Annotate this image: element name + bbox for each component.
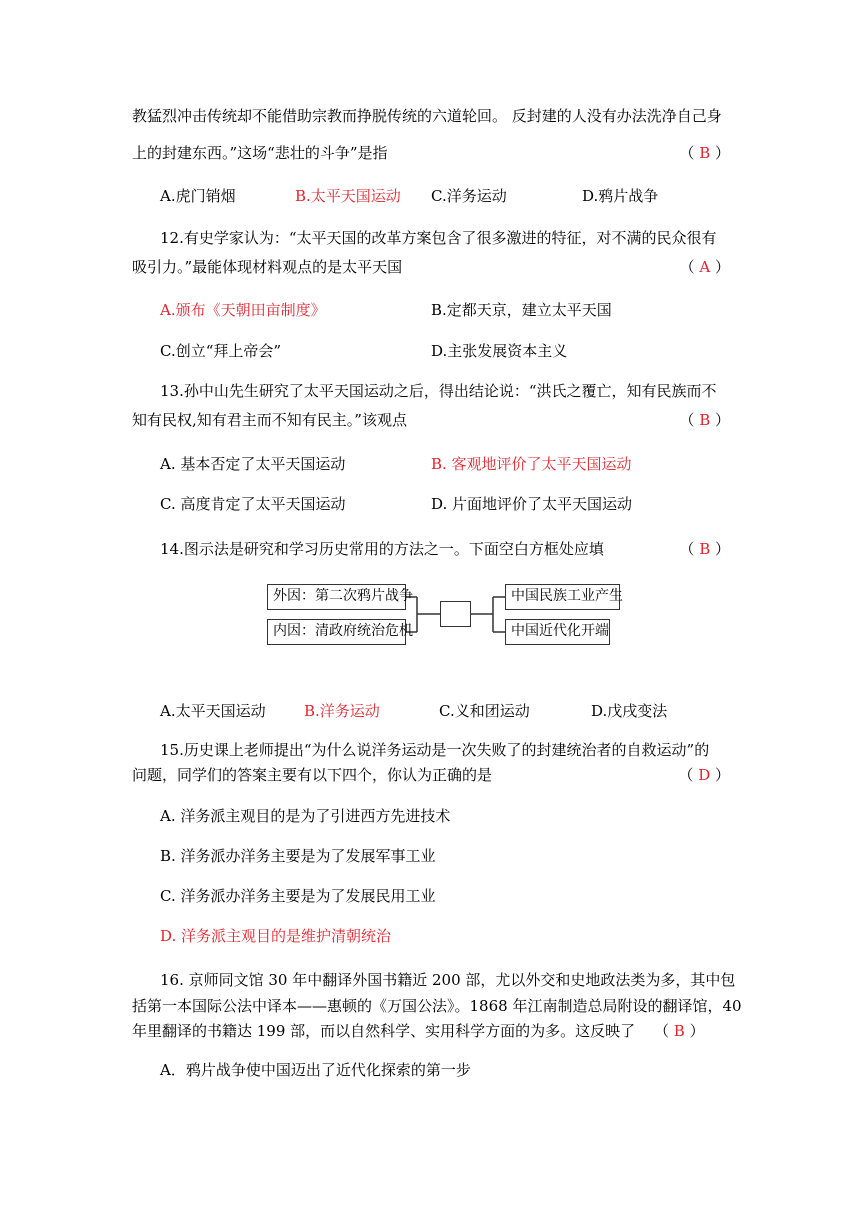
q15-answer-value: D — [698, 766, 711, 784]
q12-stem-line1: 12.有史学家认为：“太平天国的改革方案包含了很多激进的特征，对不满的民众很有 — [160, 229, 717, 247]
q16-stem-line1: 16. 京师同文馆 30 年中翻译外国书籍近 200 部，尤以外交和史地政法类为多，其中包 — [160, 971, 736, 989]
q14-option-d: D.戊戌变法 — [591, 702, 668, 720]
q16-answer-value: B — [673, 1022, 685, 1040]
q15-stem-line1: 15.历史课上老师提出“为什么说洋务运动是一次失败了的封建统治者的自救运动”的 — [160, 741, 710, 759]
q13-option-d: D. 片面地评价了太平天国运动 — [431, 495, 633, 513]
q14-answer: （ B ） — [679, 540, 730, 558]
q14-stem-line1: 14.图示法是研究和学习历史常用的方法之一。下面空白方框处应填 — [160, 540, 604, 558]
q11-option-b: B.太平天国运动 — [295, 187, 401, 205]
q15-option-d: D. 洋务派主观目的是维护清朝统治 — [160, 927, 392, 945]
q14-answer-value: B — [699, 540, 711, 558]
q12-option-b: B.定都天京，建立太平天国 — [431, 301, 612, 319]
q11-answer: （ B ） — [679, 144, 730, 162]
q14-option-c: C.义和团运动 — [439, 702, 530, 720]
diagram-left-bottom-box: 内因：清政府统治危机 — [267, 619, 406, 645]
q15-option-c: C. 洋务派办洋务主要是为了发展民用工业 — [160, 887, 436, 905]
q15-option-a: A. 洋务派主观目的是为了引进西方先进技术 — [160, 807, 451, 825]
q11-option-d: D.鸦片战争 — [582, 187, 659, 205]
q15-option-b: B. 洋务派办洋务主要是为了发展军事工业 — [160, 847, 436, 865]
q11-stem-line1: 教猛烈冲击传统却不能借助宗教而挣脱传统的六道轮回。 反封建的人没有办法洗净自己身 — [132, 107, 722, 125]
diagram-left-top-box: 外因：第二次鸦片战争 — [267, 584, 406, 610]
q12-option-a: A.颁布《天朝田亩制度》 — [160, 301, 326, 319]
q16-stem-line3: 年里翻译的书籍达 199 部，而以自然科学、实用科学方面的为多。这反映了 — [132, 1022, 636, 1040]
q12-stem-line2: 吸引力。”最能体现材料观点的是太平天国 — [132, 258, 403, 276]
diagram-blank-box — [440, 601, 471, 627]
q12-option-d: D.主张发展资本主义 — [431, 342, 568, 360]
q16-stem-line2: 括第一本国际公法中译本——惠顿的《万国公法》。1868 年江南制造总局附设的翻译馆，40 — [132, 997, 742, 1015]
q13-option-c: C. 高度肯定了太平天国运动 — [160, 495, 346, 513]
q11-answer-value: B — [699, 144, 711, 162]
q12-option-c: C.创立“拜上帝会” — [160, 342, 282, 360]
q13-option-b: B. 客观地评价了太平天国运动 — [431, 455, 632, 473]
q13-answer: （ B ） — [679, 411, 730, 429]
q13-stem-line2: 知有民权,知有君主而不知有民主。”该观点 — [132, 411, 407, 429]
q13-answer-value: B — [699, 411, 711, 429]
q16-option-a: A．鸦片战争使中国迈出了近代化探索的第一步 — [160, 1061, 471, 1079]
q12-answer: （ A ） — [679, 258, 730, 276]
q15-stem-line2: 问题，同学们的答案主要有以下四个，你认为正确的是 — [132, 766, 493, 784]
q11-option-c: C.洋务运动 — [431, 187, 507, 205]
q16-answer: （ B ） — [654, 1022, 705, 1040]
q11-stem-line2: 上的封建东西。”这场“悲壮的斗争”是指 — [132, 144, 388, 162]
q15-answer: （ D ） — [678, 766, 730, 784]
q13-stem-line1: 13.孙中山先生研究了太平天国运动之后，得出结论说：“洪氏之覆亡，知有民族而不 — [160, 382, 717, 400]
q14-option-b: B.洋务运动 — [304, 702, 380, 720]
q14-option-a: A.太平天国运动 — [160, 702, 266, 720]
q13-option-a: A. 基本否定了太平天国运动 — [160, 455, 346, 473]
diagram-right-top-box: 中国民族工业产生 — [505, 584, 620, 610]
q11-option-a: A.虎门销烟 — [160, 187, 236, 205]
diagram-right-bottom-box: 中国近代化开端 — [505, 619, 610, 645]
q12-answer-value: A — [699, 258, 711, 276]
